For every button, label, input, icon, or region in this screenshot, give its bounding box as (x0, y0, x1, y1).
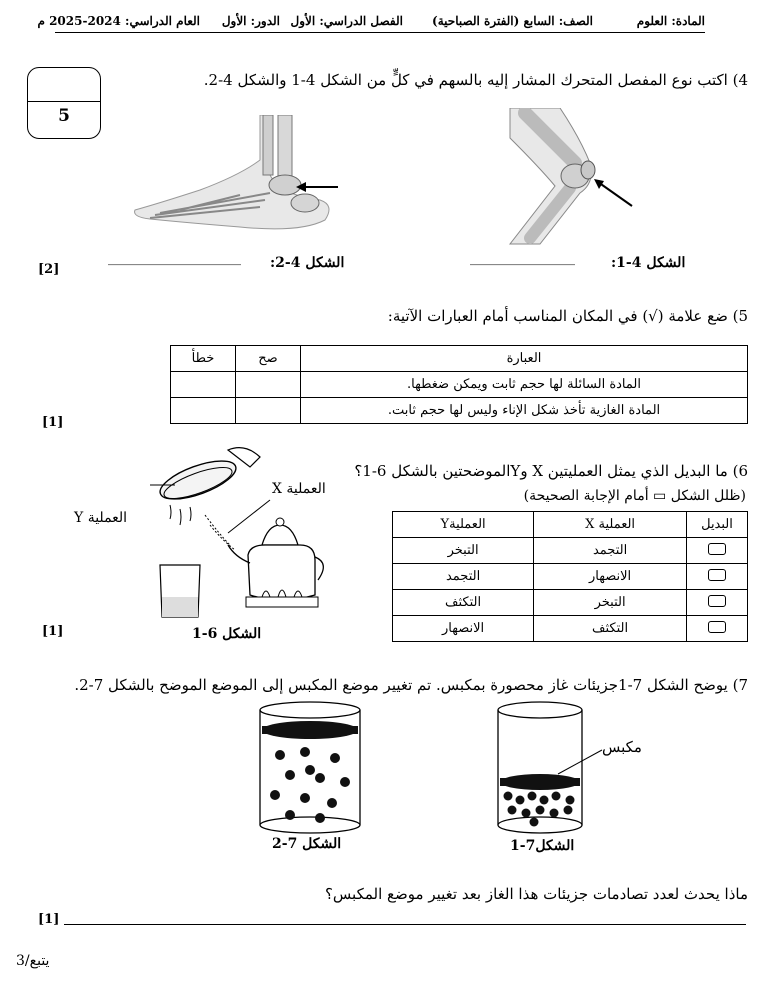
q5-false-cell[interactable] (171, 372, 236, 398)
q6-instruction: (ظلل الشكل ▭ أمام الإجابة الصحيحة) (523, 488, 746, 504)
q5-true-cell[interactable] (236, 372, 301, 398)
q6-option-checkbox[interactable] (687, 538, 748, 564)
q5-header-false: خطأ (171, 346, 236, 372)
q5-text: 5) ضع علامة (√) في المكان المناسب أمام العبارات الآتية: (387, 307, 748, 325)
q5-statement: المادة السائلة لها حجم ثابت ويمكن ضغطها. (301, 372, 748, 398)
q5-false-cell[interactable] (171, 398, 236, 424)
q7-fig2-caption: الشكل 7-2 (272, 836, 342, 852)
q5-table (170, 345, 748, 424)
score-value: 5 (58, 106, 70, 126)
q7-piston-label: مكبس (602, 738, 642, 756)
q6-label-y: العملية Y (74, 510, 128, 526)
q6-text: 6) ما البديل الذي يمثل العمليتين X وYالموضحتين بالشكل 6-1؟ (354, 462, 748, 480)
piston-cylinder-figure-1 (490, 700, 660, 835)
q6-cell-x: الانصهار (534, 564, 687, 590)
q4-text: 4) اكتب نوع المفصل المتحرك المشار إليه بالسهم في كلٍّ من الشكل 4-1 والشكل 4-2. (203, 71, 748, 89)
header-grade: الصف: السابع (الفترة الصباحية) (432, 14, 593, 28)
piston-cylinder-figure-2 (250, 700, 370, 835)
table-row (171, 398, 748, 424)
q6-cell-x: التكثف (534, 616, 687, 642)
q6-table (392, 511, 748, 642)
foot-ankle-figure (120, 115, 345, 240)
table-row (393, 616, 748, 642)
q7-question: ماذا يحدث لعدد تصادمات جزيئات هذا الغاز بعد تغيير موضع المكبس؟ (324, 885, 748, 903)
table-row (171, 372, 748, 398)
q6-cell-y: التجمد (393, 564, 534, 590)
q6-cell-y: التكثف (393, 590, 534, 616)
q5-header-true: صح (236, 346, 301, 372)
score-box (27, 67, 101, 139)
header-semester: الفصل الدراسي: الأول (290, 14, 403, 28)
page-header (37, 12, 705, 33)
table-row (393, 564, 748, 590)
q4-answer-blank-2[interactable]: ___________________ (108, 250, 241, 266)
q6-cell-x: التجمد (534, 538, 687, 564)
continue-note: يتبع/3 (16, 953, 50, 969)
q6-option-checkbox[interactable] (687, 564, 748, 590)
q4-fig2-label: الشكل 4-2: (270, 255, 345, 271)
q5-header-statement: العبارة (301, 346, 748, 372)
q6-label-x: العملية X (272, 481, 326, 497)
q5-true-cell[interactable] (236, 398, 301, 424)
q6-header-process-x: العملية X (534, 512, 687, 538)
q5-statement: المادة الغازية تأخذ شكل الإناء وليس لها حجم ثابت. (301, 398, 748, 424)
q7-answer-line[interactable] (64, 924, 746, 925)
q6-figure-caption: الشكل 6-1 (192, 626, 262, 642)
kettle-lid-figure (150, 445, 340, 625)
q4-mark: [2] (38, 262, 60, 277)
q6-option-checkbox[interactable] (687, 590, 748, 616)
q6-cell-y: التبخر (393, 538, 534, 564)
q7-text: 7) يوضح الشكل 7-1جزيئات غاز محصورة بمكبس. تم تغيير موضع المكبس إلى الموضع الموضح بالشكل 7-2. (74, 676, 748, 694)
q6-mark: [1] (42, 624, 64, 639)
header-round: الدور: الأول (221, 14, 280, 28)
q5-mark: [1] (42, 415, 64, 430)
table-row (393, 538, 748, 564)
q7-fig1-caption: الشكل7-1 (510, 838, 575, 854)
q6-cell-y: الانصهار (393, 616, 534, 642)
q7-mark: [1] (38, 912, 60, 927)
table-row (393, 590, 748, 616)
q4-answer-blank-1[interactable]: _______________ (470, 250, 575, 266)
knee-figure (500, 108, 640, 246)
q6-header-option: البديل (687, 512, 748, 538)
q6-option-checkbox[interactable] (687, 616, 748, 642)
q4-fig1-label: الشكل 4-1: (611, 255, 686, 271)
header-subject: المادة: العلوم (636, 14, 705, 28)
header-year: العام الدراسي: 2024-2025 م (37, 14, 200, 28)
q6-header-process-y: العمليةY (393, 512, 534, 538)
q6-cell-x: التبخر (534, 590, 687, 616)
